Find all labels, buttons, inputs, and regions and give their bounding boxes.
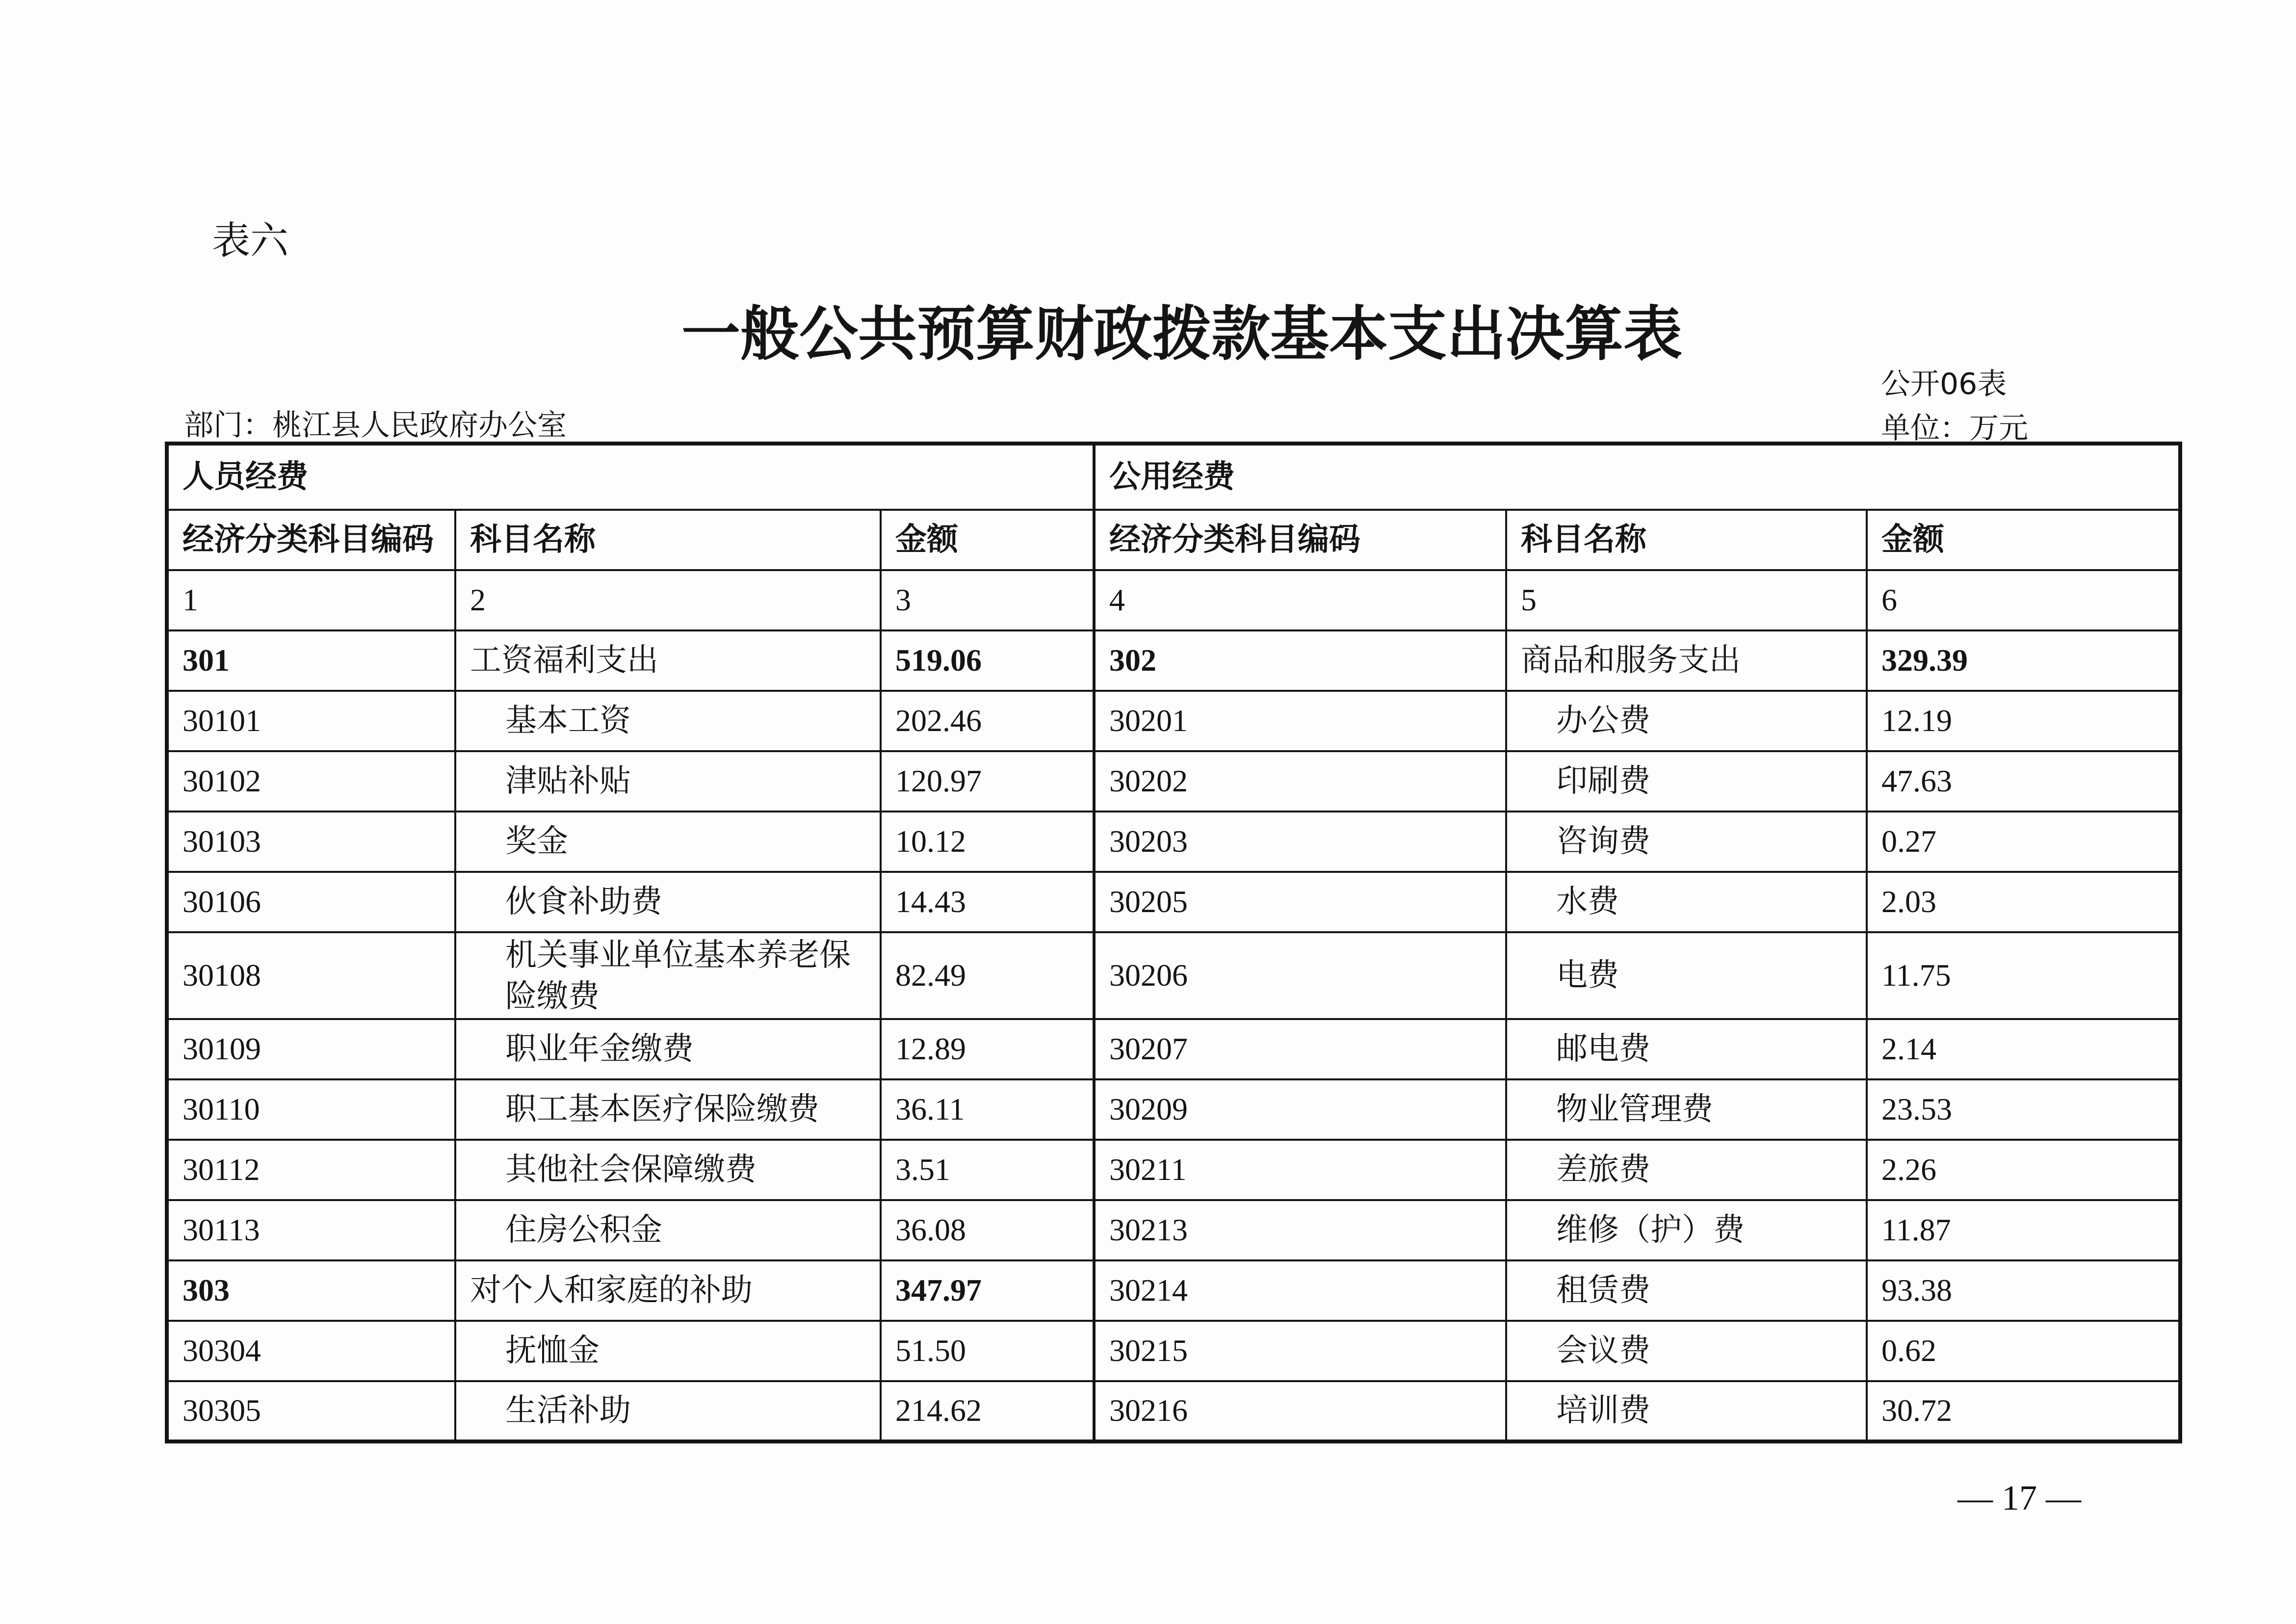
personnel-amount-cell: 120.97 xyxy=(881,751,1094,812)
personnel-name-cell: 基本工资 xyxy=(455,691,881,751)
personnel-name-cell: 其他社会保障缴费 xyxy=(455,1140,881,1200)
group-header-row xyxy=(167,444,2180,510)
page-number: — 17 — xyxy=(1957,1478,2081,1518)
personnel-code-cell: 303 xyxy=(167,1260,455,1321)
public-name-cell: 印刷费 xyxy=(1506,751,1867,812)
column-number-row xyxy=(167,570,2180,630)
public-name-cell: 差旅费 xyxy=(1506,1140,1867,1200)
personnel-name-cell: 对个人和家庭的补助 xyxy=(455,1260,881,1321)
table-row xyxy=(167,812,2180,872)
public-code-cell: 30215 xyxy=(1094,1321,1506,1381)
public-amount-cell: 11.75 xyxy=(1867,932,2180,1019)
public-code-cell: 30203 xyxy=(1094,812,1506,872)
personnel-code-cell: 30102 xyxy=(167,751,455,812)
public-name-cell: 邮电费 xyxy=(1506,1019,1867,1079)
column-number: 5 xyxy=(1506,570,1867,630)
public-name-cell: 租赁费 xyxy=(1506,1260,1867,1321)
personnel-name-cell: 职业年金缴费 xyxy=(455,1019,881,1079)
public-code-cell: 30214 xyxy=(1094,1260,1506,1321)
public-amount-cell: 329.39 xyxy=(1867,630,2180,691)
personnel-name-cell: 奖金 xyxy=(455,812,881,872)
table-row xyxy=(167,872,2180,932)
column-number: 1 xyxy=(167,570,455,630)
personnel-name-cell: 抚恤金 xyxy=(455,1321,881,1381)
personnel-amount-cell: 82.49 xyxy=(881,932,1094,1019)
personnel-amount-cell: 14.43 xyxy=(881,872,1094,932)
table-row xyxy=(167,932,2180,1019)
public-amount-cell: 2.14 xyxy=(1867,1019,2180,1079)
personnel-code-cell: 30106 xyxy=(167,872,455,932)
public-code-cell: 30201 xyxy=(1094,691,1506,751)
personnel-amount-cell: 10.12 xyxy=(881,812,1094,872)
personnel-code-cell: 30305 xyxy=(167,1381,455,1441)
table-row xyxy=(167,1260,2180,1321)
public-name-cell: 物业管理费 xyxy=(1506,1079,1867,1140)
personnel-code-cell: 30109 xyxy=(167,1019,455,1079)
public-amount-cell: 12.19 xyxy=(1867,691,2180,751)
personnel-name-cell: 机关事业单位基本养老保险缴费 xyxy=(455,932,881,1019)
public-amount-cell: 0.27 xyxy=(1867,812,2180,872)
personnel-amount-cell: 519.06 xyxy=(881,630,1094,691)
public-code-cell: 302 xyxy=(1094,630,1506,691)
personnel-amount-cell: 202.46 xyxy=(881,691,1094,751)
column-header: 经济分类科目编码 xyxy=(1094,510,1506,570)
personnel-name-cell: 津贴补贴 xyxy=(455,751,881,812)
column-number: 3 xyxy=(881,570,1094,630)
document-title: 一般公共预算财政拨款基本支出决算表 xyxy=(681,302,1682,367)
public-amount-cell: 11.87 xyxy=(1867,1200,2180,1260)
public-name-cell: 水费 xyxy=(1506,872,1867,932)
public-name-cell: 培训费 xyxy=(1506,1381,1867,1441)
public-code-cell: 30202 xyxy=(1094,751,1506,812)
personnel-group-header: 人员经费 xyxy=(167,444,1094,510)
personnel-name-cell: 住房公积金 xyxy=(455,1200,881,1260)
table-label: 表六 xyxy=(212,219,289,263)
personnel-amount-cell: 347.97 xyxy=(881,1260,1094,1321)
personnel-amount-cell: 12.89 xyxy=(881,1019,1094,1079)
personnel-name-cell: 伙食补助费 xyxy=(455,872,881,932)
table-row xyxy=(167,1079,2180,1140)
personnel-code-cell: 30113 xyxy=(167,1200,455,1260)
personnel-amount-cell: 51.50 xyxy=(881,1321,1094,1381)
public-code-cell: 30216 xyxy=(1094,1381,1506,1441)
personnel-amount-cell: 36.11 xyxy=(881,1079,1094,1140)
public-amount-cell: 23.53 xyxy=(1867,1079,2180,1140)
department-label: 部门：桃江县人民政府办公室 xyxy=(184,408,567,443)
personnel-code-cell: 30103 xyxy=(167,812,455,872)
column-number: 6 xyxy=(1867,570,2180,630)
form-code: 公开06表 xyxy=(1881,367,2007,401)
personnel-name-cell: 生活补助 xyxy=(455,1381,881,1441)
column-header: 金额 xyxy=(1867,510,2180,570)
public-code-cell: 30206 xyxy=(1094,932,1506,1019)
table-row xyxy=(167,630,2180,691)
public-name-cell: 维修（护）费 xyxy=(1506,1200,1867,1260)
column-number: 4 xyxy=(1094,570,1506,630)
public-amount-cell: 93.38 xyxy=(1867,1260,2180,1321)
column-number: 2 xyxy=(455,570,881,630)
public-amount-cell: 47.63 xyxy=(1867,751,2180,812)
personnel-amount-cell: 3.51 xyxy=(881,1140,1094,1200)
personnel-code-cell: 30304 xyxy=(167,1321,455,1381)
table-row xyxy=(167,1019,2180,1079)
personnel-name-cell: 职工基本医疗保险缴费 xyxy=(455,1079,881,1140)
personnel-code-cell: 301 xyxy=(167,630,455,691)
public-amount-cell: 2.26 xyxy=(1867,1140,2180,1200)
table-row xyxy=(167,691,2180,751)
expenditure-table xyxy=(165,442,2182,1443)
personnel-amount-cell: 36.08 xyxy=(881,1200,1094,1260)
column-header: 科目名称 xyxy=(455,510,881,570)
public-code-cell: 30207 xyxy=(1094,1019,1506,1079)
personnel-code-cell: 30110 xyxy=(167,1079,455,1140)
public-code-cell: 30205 xyxy=(1094,872,1506,932)
public-group-header: 公用经费 xyxy=(1094,444,2180,510)
public-code-cell: 30211 xyxy=(1094,1140,1506,1200)
table-row xyxy=(167,751,2180,812)
public-name-cell: 咨询费 xyxy=(1506,812,1867,872)
table-row xyxy=(167,1381,2180,1441)
public-name-cell: 电费 xyxy=(1506,932,1867,1019)
personnel-amount-cell: 214.62 xyxy=(881,1381,1094,1441)
table-row xyxy=(167,1140,2180,1200)
public-code-cell: 30209 xyxy=(1094,1079,1506,1140)
table-row xyxy=(167,1200,2180,1260)
personnel-code-cell: 30112 xyxy=(167,1140,455,1200)
public-amount-cell: 0.62 xyxy=(1867,1321,2180,1381)
public-name-cell: 商品和服务支出 xyxy=(1506,630,1867,691)
column-header: 经济分类科目编码 xyxy=(167,510,455,570)
personnel-name-cell: 工资福利支出 xyxy=(455,630,881,691)
public-name-cell: 办公费 xyxy=(1506,691,1867,751)
public-name-cell: 会议费 xyxy=(1506,1321,1867,1381)
public-amount-cell: 2.03 xyxy=(1867,872,2180,932)
public-code-cell: 30213 xyxy=(1094,1200,1506,1260)
personnel-code-cell: 30101 xyxy=(167,691,455,751)
unit-label: 单位：万元 xyxy=(1881,411,2028,445)
table-row xyxy=(167,1321,2180,1381)
public-amount-cell: 30.72 xyxy=(1867,1381,2180,1441)
personnel-code-cell: 30108 xyxy=(167,932,455,1019)
column-header: 金额 xyxy=(881,510,1094,570)
column-header: 科目名称 xyxy=(1506,510,1867,570)
column-header-row xyxy=(167,510,2180,570)
